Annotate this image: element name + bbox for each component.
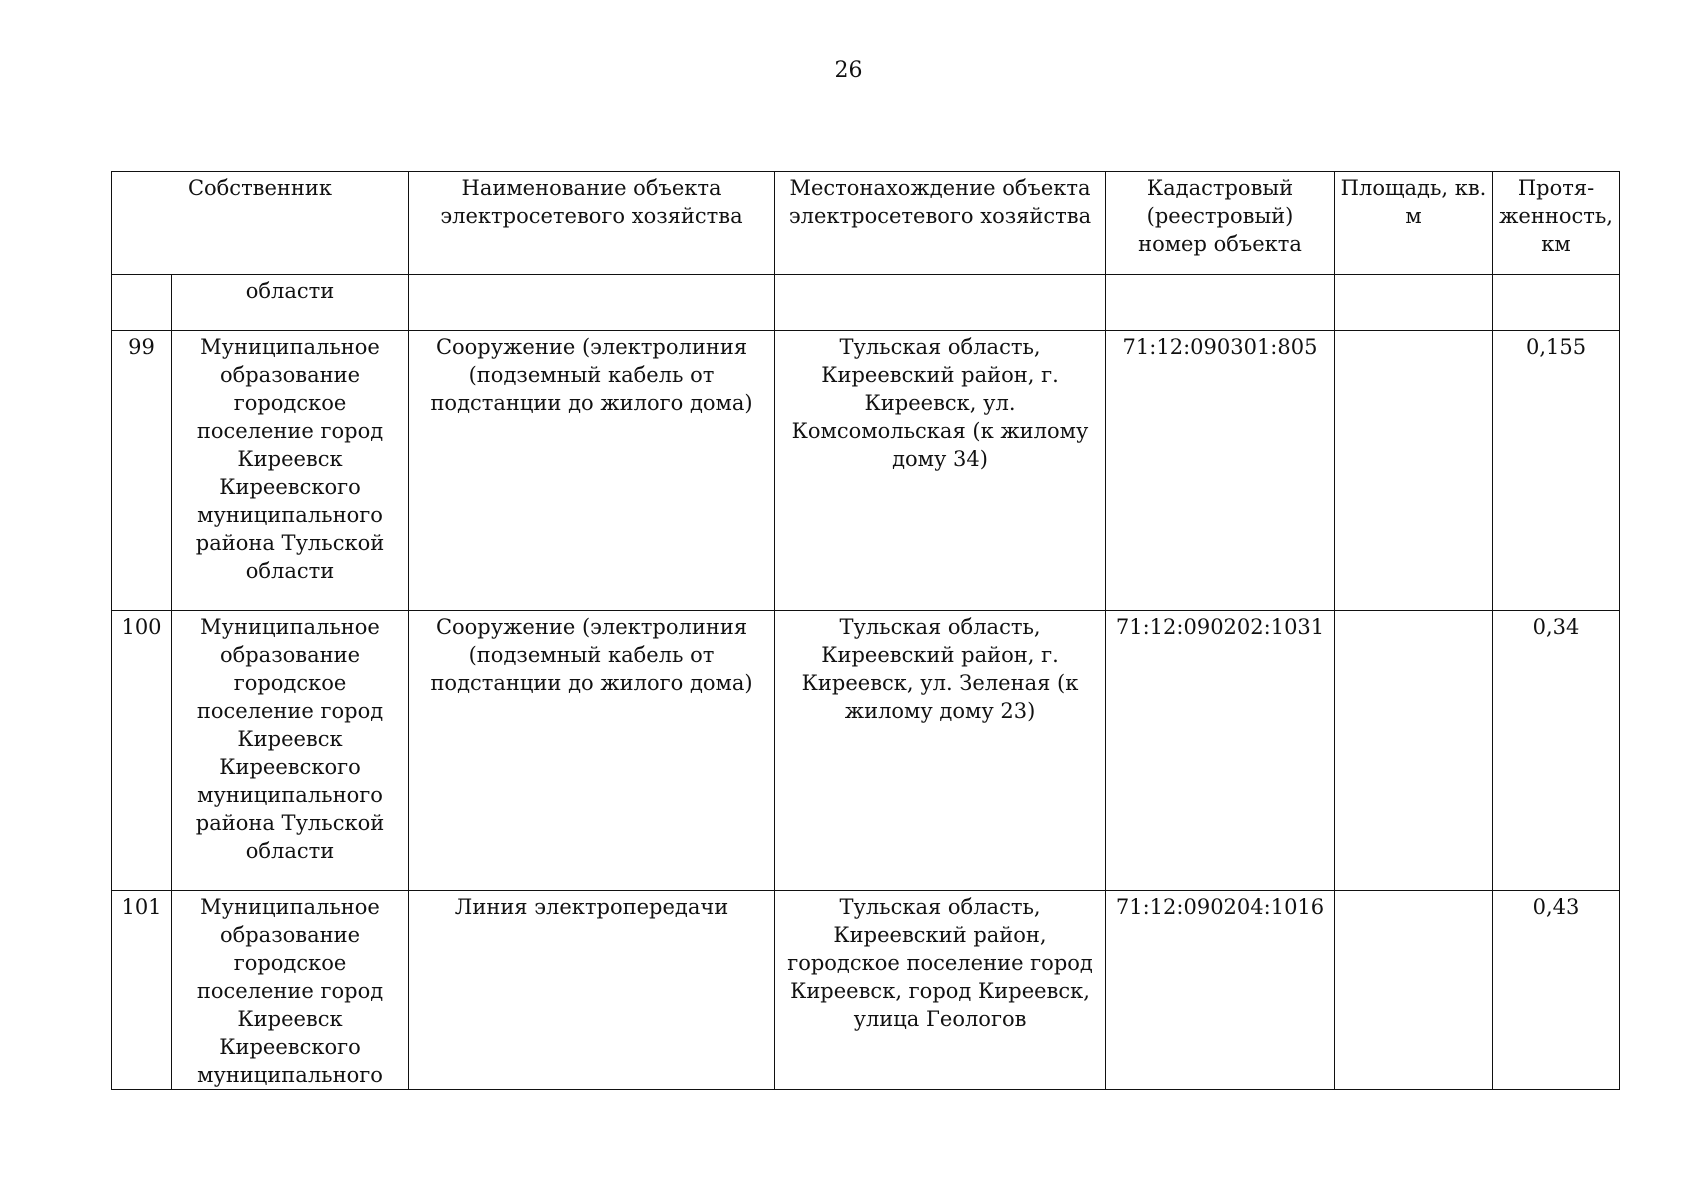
header-owner: Собственник <box>112 172 409 275</box>
cell-area <box>1335 611 1493 891</box>
cell-owner: Муниципальное образование городское поселение город Киреевск Киреевского муниципального района Тульской области <box>172 331 409 611</box>
cell-name <box>409 275 775 331</box>
cell-length: 0,34 <box>1493 611 1620 891</box>
header-object-name: Наименование объекта электросетевого хозяйства <box>409 172 775 275</box>
cell-num: 100 <box>112 611 172 891</box>
cell-num: 99 <box>112 331 172 611</box>
cell-cadastral: 71:12:090202:1031 <box>1106 611 1335 891</box>
table-row <box>112 331 1620 611</box>
cell-area <box>1335 331 1493 611</box>
cell-cadastral: 71:12:090204:1016 <box>1106 891 1335 1090</box>
table-header-row <box>112 172 1620 275</box>
table-row <box>112 891 1620 1090</box>
header-location: Местонахождение объекта электросетевого хозяйства <box>775 172 1106 275</box>
cell-cadastral <box>1106 275 1335 331</box>
cell-name: Линия электропередачи <box>409 891 775 1090</box>
cell-area <box>1335 891 1493 1090</box>
cell-length: 0,43 <box>1493 891 1620 1090</box>
table-row-continuation <box>112 275 1620 331</box>
cell-owner: Муниципальное образование городское поселение город Киреевск Киреевского муниципального <box>172 891 409 1090</box>
header-area: Площадь, кв. м <box>1335 172 1493 275</box>
cell-length <box>1493 275 1620 331</box>
cell-owner: Муниципальное образование городское поселение город Киреевск Киреевского муниципального района Тульской области <box>172 611 409 891</box>
cell-cadastral: 71:12:090301:805 <box>1106 331 1335 611</box>
cell-location: Тульская область, Киреевский район, г. Киреевск, ул. Зеленая (к жилому дому 23) <box>775 611 1106 891</box>
cell-name: Сооружение (электролиния (подземный кабель от подстанции до жилого дома) <box>409 611 775 891</box>
cell-num <box>112 275 172 331</box>
header-cadastral-number: Кадастровый (реестровый) номер объекта <box>1106 172 1335 275</box>
cell-num: 101 <box>112 891 172 1090</box>
table-row <box>112 611 1620 891</box>
cell-area <box>1335 275 1493 331</box>
cell-location: Тульская область, Киреевский район, городское поселение город Киреевск, город Киреевск, улица Геологов <box>775 891 1106 1090</box>
electrical-facilities-table <box>111 171 1620 1090</box>
cell-name: Сооружение (электролиния (подземный кабель от подстанции до жилого дома) <box>409 331 775 611</box>
cell-owner: области <box>172 275 409 331</box>
cell-location: Тульская область, Киреевский район, г. Киреевск, ул. Комсомольская (к жилому дому 34) <box>775 331 1106 611</box>
header-length: Протя-женность, км <box>1493 172 1620 275</box>
cell-length: 0,155 <box>1493 331 1620 611</box>
cell-location <box>775 275 1106 331</box>
page-number: 26 <box>834 58 863 83</box>
